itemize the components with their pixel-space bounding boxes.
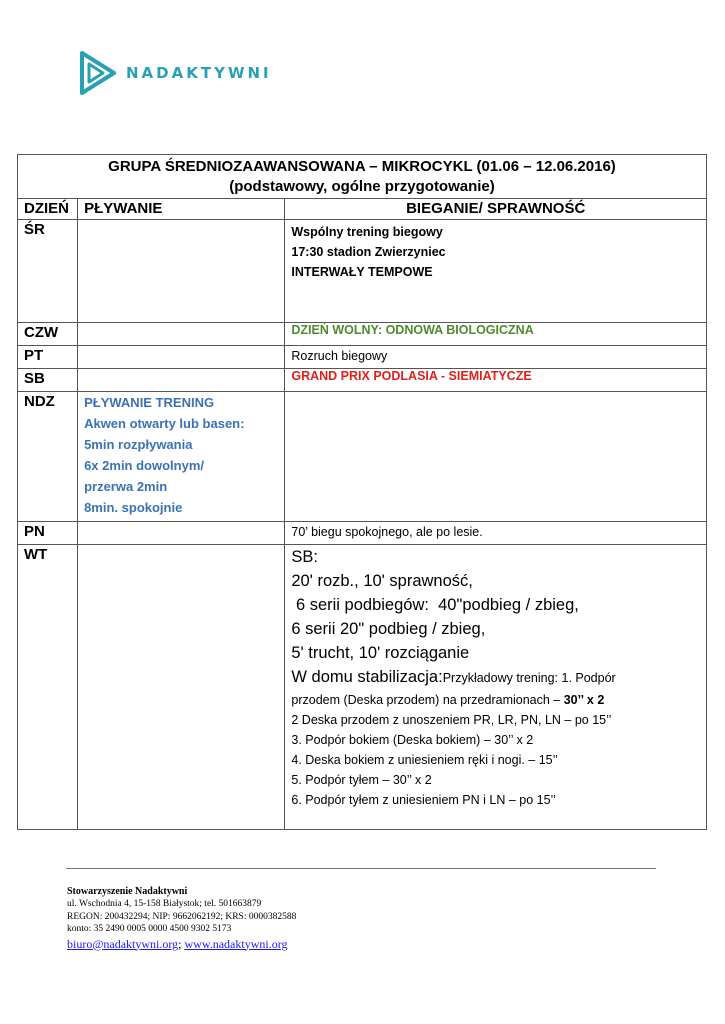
day-sr: ŚR bbox=[18, 220, 78, 323]
swim-czw bbox=[78, 323, 285, 346]
swim-ndz-line2: Akwen otwarty lub basen: bbox=[84, 416, 245, 431]
row-pn bbox=[18, 522, 707, 545]
footer-org: Stowarzyszenie Nadaktywni bbox=[67, 886, 188, 897]
logo bbox=[78, 50, 272, 96]
row-sr bbox=[18, 220, 707, 323]
row-wt bbox=[18, 545, 707, 830]
day-pt: PT bbox=[18, 346, 78, 369]
swim-sr bbox=[78, 220, 285, 323]
swim-pt bbox=[78, 346, 285, 369]
run-czw: DZIEŃ WOLNY: ODNOWA BIOLOGICZNA bbox=[285, 323, 707, 346]
run-sr-line1: Wspólny trening biegowy bbox=[291, 225, 443, 239]
run-pn: 70’ biegu spokojnego, ale po lesie. bbox=[285, 522, 707, 545]
swim-ndz bbox=[78, 392, 285, 522]
title-row bbox=[18, 155, 707, 199]
swim-ndz-line6: 8min. spokojnie bbox=[84, 500, 183, 515]
footer-divider bbox=[66, 868, 656, 869]
header-swim: PŁYWANIE bbox=[78, 199, 285, 220]
website-link[interactable]: www.nadaktywni.org bbox=[184, 936, 288, 951]
home-rest: Przykładowy trening: 1. Podpór bbox=[442, 671, 616, 685]
exercise-item: 3. Podpór bokiem (Deska bokiem) – 30’’ x 2 bbox=[291, 733, 534, 747]
swim-ndz-line1: PŁYWANIE TRENING bbox=[84, 395, 215, 410]
row-czw bbox=[18, 323, 707, 346]
footer-account: konto: 35 2490 0005 0000 4500 9302 5173 bbox=[67, 924, 232, 934]
footer-address: ul. Wschodnia 4, 15-158 Białystok; tel. 501663879 bbox=[67, 899, 262, 909]
swim-wt bbox=[78, 545, 285, 830]
run-wt-home bbox=[291, 665, 700, 690]
day-ndz: NDZ bbox=[18, 392, 78, 522]
training-plan-table bbox=[17, 154, 707, 830]
run-sr-line2: 17:30 stadion Zwierzyniec bbox=[291, 245, 446, 259]
day-czw: CZW bbox=[18, 323, 78, 346]
run-ndz bbox=[285, 392, 707, 522]
day-sb: SB bbox=[18, 369, 78, 392]
footer-separator: ; bbox=[178, 936, 182, 951]
home-lead: W domu stabilizacja: bbox=[291, 668, 443, 686]
run-wt-line4: 6 serii 20" podbieg / zbieg, bbox=[291, 620, 486, 638]
swim-ndz-line4: 6x 2min dowolnym/ bbox=[84, 458, 204, 473]
run-sr-line3: INTERWAŁY TEMPOWE bbox=[291, 265, 433, 279]
day-wt: WT bbox=[18, 545, 78, 830]
day-pn: PN bbox=[18, 522, 78, 545]
run-pt: Rozruch biegowy bbox=[285, 346, 707, 369]
row-pt bbox=[18, 346, 707, 369]
header-day: DZIEŃ bbox=[18, 199, 78, 220]
header-run: BIEGANIE/ SPRAWNOŚĆ bbox=[285, 199, 707, 220]
email-link[interactable]: biuro@nadaktywni.org bbox=[67, 936, 179, 951]
plan-title-line2: (podstawowy, ogólne przygotowanie) bbox=[229, 178, 495, 195]
run-sb: GRAND PRIX PODLASIA - SIEMIATYCZE bbox=[285, 369, 707, 392]
logo-text: NADAKTYWNI bbox=[126, 64, 272, 82]
swim-ndz-line5: przerwa 2min bbox=[84, 479, 168, 494]
run-wt-line1: SB: bbox=[291, 548, 318, 566]
swim-ndz-line3: 5min rozpływania bbox=[84, 437, 193, 452]
footer bbox=[67, 885, 296, 952]
run-wt bbox=[285, 545, 707, 830]
nadaktywni-play-logo-icon bbox=[78, 50, 118, 96]
swim-pn bbox=[78, 522, 285, 545]
footer-links bbox=[67, 936, 296, 952]
run-wt-line5: 5' trucht, 10' rozciąganie bbox=[291, 644, 470, 662]
exercise-item: 2 Deska przodem z unoszeniem PR, LR, PN, LN – po 15’’ bbox=[291, 713, 612, 727]
row-ndz bbox=[18, 392, 707, 522]
run-wt-line2: 20' rozb., 10' sprawność, bbox=[291, 572, 473, 590]
swim-sb bbox=[78, 369, 285, 392]
plan-title bbox=[18, 155, 707, 199]
plan-title-line1: GRUPA ŚREDNIOZAAWANSOWANA – MIKROCYKL (01.06 – 12.06.2016) bbox=[108, 158, 616, 175]
exercise-item: 6. Podpór tyłem z uniesieniem PN i LN – po 15’’ bbox=[291, 793, 556, 807]
exercise-item: 4. Deska bokiem z uniesieniem ręki i nogi. – 15’’ bbox=[291, 753, 558, 767]
row-sb bbox=[18, 369, 707, 392]
footer-regon: REGON: 200432294; NIP: 9662062192; KRS: 0000382588 bbox=[67, 911, 297, 922]
exercise-item: 5. Podpór tyłem – 30’’ x 2 bbox=[291, 773, 432, 787]
run-wt-line3: 6 serii podbiegów: 40"podbieg / zbieg, bbox=[291, 596, 579, 614]
run-wt-home-line2 bbox=[291, 690, 700, 710]
run-sr bbox=[285, 220, 707, 323]
header-row bbox=[18, 199, 707, 220]
home-line2-text: przodem (Deska przodem) na przedramionach – bbox=[291, 693, 564, 707]
home-line2-bold: 30’’ x 2 bbox=[563, 693, 605, 707]
